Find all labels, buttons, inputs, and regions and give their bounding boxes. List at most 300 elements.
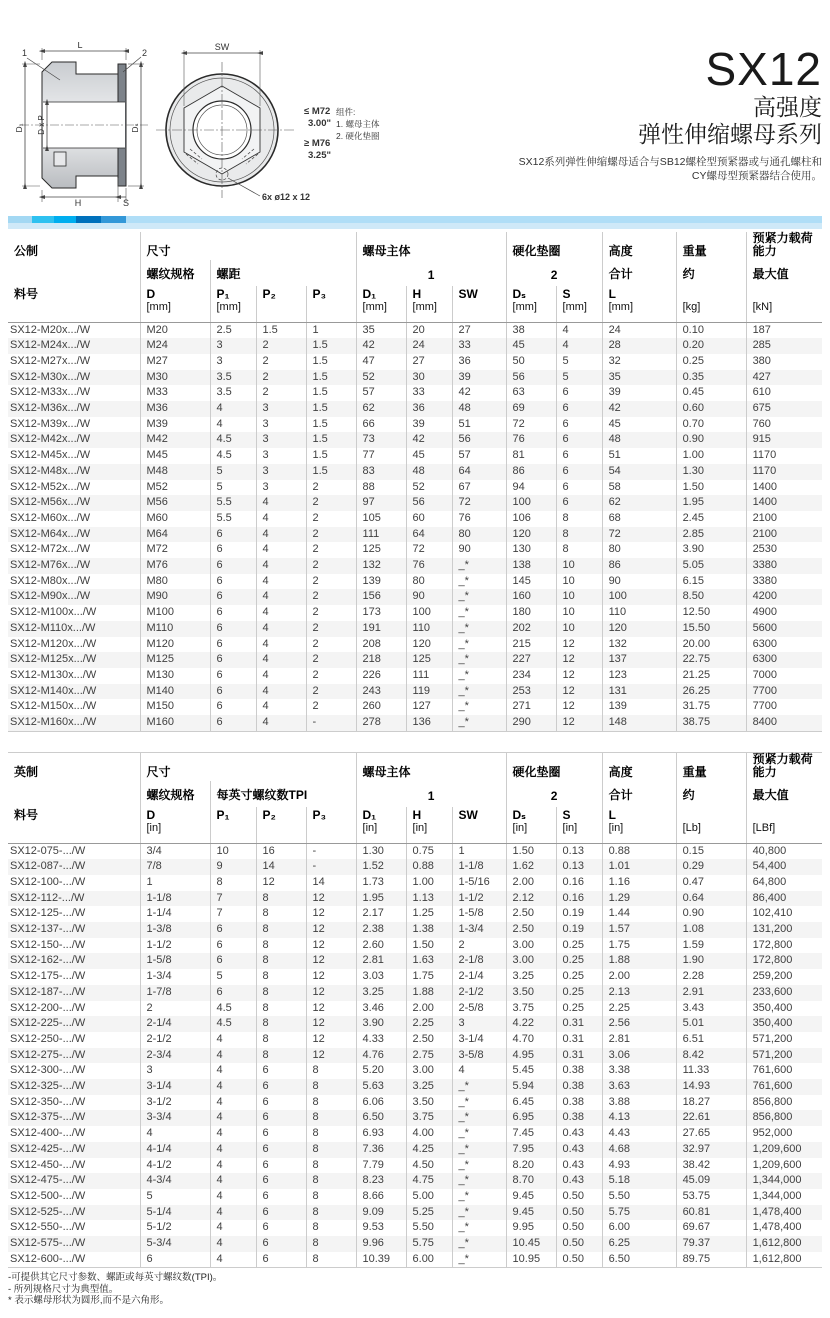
table-cell: 94: [506, 480, 556, 496]
table-cell: 4.93: [602, 1158, 676, 1174]
table-cell: 6: [210, 605, 256, 621]
table-cell: 4: [256, 699, 306, 715]
table-cell: SX12-350-.../W: [10, 1095, 86, 1108]
table-row: [8, 354, 822, 370]
table-cell: 90: [602, 574, 676, 590]
table-cell: 2.38: [356, 922, 406, 938]
table-cell: 5.63: [356, 1079, 406, 1095]
table-row: [8, 432, 822, 448]
table-cell: SX12-M48x.../W: [10, 464, 91, 477]
table-cell: 0.38: [556, 1095, 602, 1111]
metric-col-p2: P₂: [256, 286, 306, 322]
table-cell: 3380: [746, 558, 822, 574]
table-cell: 42: [406, 432, 452, 448]
range-ge-inch-label: 3.25": [308, 150, 331, 161]
table-cell: 2.75: [406, 1048, 452, 1064]
table-cell: 0.50: [556, 1236, 602, 1252]
table-cell: 1.5: [306, 338, 356, 354]
table-cell: SX12-M56x.../W: [10, 496, 91, 509]
table-cell: 6: [256, 1220, 306, 1236]
table-cell: 6: [256, 1079, 306, 1095]
table-cell: 1.5: [306, 385, 356, 401]
table-cell: 1-3/8: [140, 922, 210, 938]
table-cell: 1.29: [602, 891, 676, 907]
table-cell: 2.45: [676, 511, 746, 527]
table-cell: M100: [140, 605, 210, 621]
technical-drawings: [0, 0, 460, 210]
table-cell: 48: [406, 464, 452, 480]
table-cell: 1-1/2: [140, 938, 210, 954]
table-row: [8, 621, 822, 637]
table-cell: 39: [602, 385, 676, 401]
table-cell: 6: [556, 448, 602, 464]
metric-height-group-header: 高度: [602, 232, 676, 260]
table-cell: 4: [210, 1173, 256, 1189]
table-cell: 2: [452, 938, 506, 954]
table-cell: 12: [306, 938, 356, 954]
table-cell: 2.81: [602, 1032, 676, 1048]
table-cell: 53.75: [676, 1189, 746, 1205]
table-cell: 3.43: [676, 1001, 746, 1017]
table-cell: 4900: [746, 605, 822, 621]
table-cell: 5.20: [356, 1063, 406, 1079]
table-cell: 9: [210, 859, 256, 875]
table-cell: 12: [306, 1001, 356, 1017]
table-cell: SX12-M100x.../W: [10, 606, 97, 619]
table-cell: SX12-M72x.../W: [10, 543, 91, 556]
table-cell: 4: [210, 1048, 256, 1064]
table-cell: 4.43: [602, 1126, 676, 1142]
drawing-legend: [336, 106, 379, 142]
table-cell: 0.43: [556, 1173, 602, 1189]
table-cell: 2: [140, 1001, 210, 1017]
table-cell: 1: [140, 875, 210, 891]
table-cell: _*: [452, 1095, 506, 1111]
table-cell: 6: [256, 1173, 306, 1189]
table-cell: _*: [452, 1173, 506, 1189]
table-cell: 8: [256, 969, 306, 985]
item1-label: 1: [22, 48, 28, 58]
table-cell: 50: [506, 354, 556, 370]
table-cell: 4: [210, 1063, 256, 1079]
table-cell: M140: [140, 684, 210, 700]
table-cell: 0.31: [556, 1016, 602, 1032]
table-cell: 6: [256, 1189, 306, 1205]
metric-col-sw: SW: [452, 286, 506, 322]
table-cell: 1.01: [602, 859, 676, 875]
metric-col-s: S [mm]: [556, 286, 602, 322]
table-cell: 4: [256, 574, 306, 590]
table-cell: 4: [210, 1142, 256, 1158]
table-cell: 1.5: [306, 448, 356, 464]
table-cell: 5.5: [210, 495, 256, 511]
table-cell: 8: [306, 1252, 356, 1268]
table-cell: 4: [556, 338, 602, 354]
table-cell: 7: [210, 891, 256, 907]
table-cell: M160: [140, 715, 210, 731]
table-cell: 38.42: [676, 1158, 746, 1174]
table-cell: M33: [140, 385, 210, 401]
table-cell: 226: [356, 668, 406, 684]
table-cell: 6: [256, 1063, 306, 1079]
table-row: [8, 969, 822, 985]
table-cell: 1.59: [676, 938, 746, 954]
table-cell: M72: [140, 542, 210, 558]
table-cell: 1400: [746, 480, 822, 496]
table-row: [8, 1252, 822, 1268]
table-cell: 8: [556, 542, 602, 558]
table-row: [8, 322, 822, 338]
table-cell: 3: [256, 480, 306, 496]
footnote-3: * 表示螺母形状为圆形,而不是六角形。: [8, 1295, 169, 1306]
table-cell: 4.13: [602, 1110, 676, 1126]
table-cell: 0.90: [676, 432, 746, 448]
table-cell: 69: [506, 401, 556, 417]
table-cell: 67: [452, 480, 506, 496]
table-cell: 24: [602, 322, 676, 338]
table-cell: 4: [256, 652, 306, 668]
table-cell: 137: [602, 652, 676, 668]
table-row: [8, 1236, 822, 1252]
table-cell: 6: [256, 1236, 306, 1252]
table-cell: SX12-150-.../W: [10, 938, 86, 951]
table-cell: SX12-M130x.../W: [10, 668, 97, 681]
table-cell: 62: [602, 495, 676, 511]
table-cell: 675: [746, 401, 822, 417]
subtitle-line-2: 弹性伸缩螺母系列: [638, 121, 822, 147]
table-cell: 73: [356, 432, 406, 448]
table-cell: 131: [602, 684, 676, 700]
table-cell: 6: [556, 401, 602, 417]
metric-col-ds: Dₛ [mm]: [506, 286, 556, 322]
table-row: [8, 715, 822, 731]
table-cell: 24: [406, 338, 452, 354]
table-cell: 3: [452, 1016, 506, 1032]
table-cell: 2.25: [602, 1001, 676, 1017]
table-cell: 3-1/4: [452, 1032, 506, 1048]
table-cell: 2: [306, 668, 356, 684]
table-cell: 3.90: [356, 1016, 406, 1032]
table-cell: 48: [452, 401, 506, 417]
table-cell: M120: [140, 637, 210, 653]
accent-color-bar: [8, 216, 822, 223]
imperial-col-ds: Dₛ [in]: [506, 807, 556, 843]
table-cell: 38.75: [676, 715, 746, 731]
table-cell: 2: [256, 385, 306, 401]
table-cell: SX12-175-.../W: [10, 970, 86, 983]
imperial-table-body: [8, 843, 822, 1268]
table-cell: _*: [452, 637, 506, 653]
table-cell: 89.75: [676, 1252, 746, 1268]
table-cell: 80: [452, 527, 506, 543]
table-cell: _*: [452, 589, 506, 605]
table-cell: 4.25: [406, 1142, 452, 1158]
table-cell: SX12-575-.../W: [10, 1237, 86, 1250]
table-cell: 14.93: [676, 1079, 746, 1095]
subtitle-line-1: 高强度: [753, 94, 822, 120]
table-cell: M48: [140, 464, 210, 480]
table-cell: 14: [306, 875, 356, 891]
table-cell: 1.95: [356, 891, 406, 907]
metric-col-p1: P₁ [mm]: [210, 286, 256, 322]
table-cell: 8: [306, 1173, 356, 1189]
table-cell: 6.51: [676, 1032, 746, 1048]
table-cell: 172,800: [746, 938, 822, 954]
table-cell: SX12-325-.../W: [10, 1080, 86, 1093]
table-cell: 0.50: [556, 1205, 602, 1221]
table-cell: 7/8: [140, 859, 210, 875]
table-cell: SX12-M76x.../W: [10, 559, 91, 572]
table-cell: 100: [506, 495, 556, 511]
metric-table: [8, 232, 822, 732]
table-cell: 6.45: [506, 1095, 556, 1111]
table-cell: 60.81: [676, 1205, 746, 1221]
table-cell: 1.25: [406, 906, 452, 922]
table-cell: 4: [210, 417, 256, 433]
table-cell: 0.25: [556, 953, 602, 969]
table-cell: 9.53: [356, 1220, 406, 1236]
table-cell: 1.5: [306, 354, 356, 370]
table-cell: _*: [452, 1220, 506, 1236]
range-le-label: ≤ M72: [304, 106, 331, 117]
legend-title: 组件:: [336, 107, 356, 117]
table-row: [8, 637, 822, 653]
table-cell: 9.45: [506, 1205, 556, 1221]
imperial-tpi-header: 每英寸螺纹数TPI: [210, 781, 356, 807]
table-cell: 2: [256, 370, 306, 386]
table-cell: 1,478,400: [746, 1220, 822, 1236]
table-cell: 12: [256, 875, 306, 891]
table-cell: 4: [210, 1079, 256, 1095]
table-cell: 5.18: [602, 1173, 676, 1189]
table-cell: 4.95: [506, 1048, 556, 1064]
table-cell: 8.66: [356, 1189, 406, 1205]
table-cell: 5.5: [210, 511, 256, 527]
table-cell: 1-1/8: [140, 891, 210, 907]
table-cell: 227: [506, 652, 556, 668]
table-cell: SX12-M30x.../W: [10, 370, 91, 383]
metric-weight-group-header: 重量: [676, 232, 746, 260]
dim-l-label: L: [77, 42, 83, 50]
table-cell: 4: [210, 1205, 256, 1221]
table-cell: 7700: [746, 699, 822, 715]
table-cell: 6: [256, 1095, 306, 1111]
table-cell: SX12-112-.../W: [10, 891, 85, 904]
table-row: [8, 1110, 822, 1126]
metric-preload-group-header: 预紧力载荷能力: [746, 232, 822, 260]
table-cell: 208: [356, 637, 406, 653]
imperial-col-p2: P₂: [256, 807, 306, 843]
metric-size-group-header: 尺寸: [140, 232, 356, 260]
table-cell: 4: [210, 1126, 256, 1142]
table-cell: 2: [306, 652, 356, 668]
table-cell: 0.31: [556, 1048, 602, 1064]
table-cell: 28: [602, 338, 676, 354]
table-cell: 3.25: [356, 985, 406, 1001]
table-cell: SX12-M125x.../W: [10, 653, 97, 666]
table-cell: 0.88: [602, 843, 676, 859]
table-cell: SX12-M20x.../W: [10, 323, 91, 336]
table-cell: 4: [210, 1252, 256, 1268]
table-cell: 7.36: [356, 1142, 406, 1158]
table-cell: 5.01: [676, 1016, 746, 1032]
table-cell: 1.50: [406, 938, 452, 954]
table-cell: 12: [306, 922, 356, 938]
table-cell: SX12-M39x.../W: [10, 417, 91, 430]
table-cell: 1.88: [406, 985, 452, 1001]
table-cell: 0.75: [406, 843, 452, 859]
front-view-drawing: [148, 42, 363, 207]
table-cell: 4: [210, 1095, 256, 1111]
table-cell: 8: [306, 1236, 356, 1252]
table-row: [8, 953, 822, 969]
table-cell: 278: [356, 715, 406, 731]
table-cell: 4: [256, 511, 306, 527]
table-cell: 9.95: [506, 1220, 556, 1236]
table-cell: 4.50: [406, 1158, 452, 1174]
table-cell: 7.95: [506, 1142, 556, 1158]
title-block: [519, 44, 822, 183]
table-row: [8, 859, 822, 875]
metric-col-p3: P₃: [306, 286, 356, 322]
dim-h-label: H: [74, 198, 82, 207]
table-cell: 234: [506, 668, 556, 684]
table-cell: 8: [306, 1079, 356, 1095]
table-cell: 8: [556, 527, 602, 543]
table-cell: 3-5/8: [452, 1048, 506, 1064]
table-cell: 123: [602, 668, 676, 684]
table-cell: M80: [140, 574, 210, 590]
table-cell: 27.65: [676, 1126, 746, 1142]
table-cell: 3380: [746, 574, 822, 590]
table-cell: M90: [140, 589, 210, 605]
table-cell: 47: [356, 354, 406, 370]
metric-system-header: 公制: [14, 244, 39, 258]
table-cell: 3-3/4: [140, 1110, 210, 1126]
table-cell: 10.95: [506, 1252, 556, 1268]
table-cell: 0.50: [556, 1189, 602, 1205]
dim-dxp-label: D x P: [37, 115, 46, 135]
table-cell: 6300: [746, 652, 822, 668]
table-cell: M110: [140, 621, 210, 637]
table-cell: 20: [406, 322, 452, 338]
table-cell: 233,600: [746, 985, 822, 1001]
table-row: [8, 938, 822, 954]
table-cell: 8.42: [676, 1048, 746, 1064]
table-cell: 36: [406, 401, 452, 417]
table-cell: SX12-600-.../W: [10, 1252, 86, 1265]
table-cell: 39: [406, 417, 452, 433]
table-cell: 119: [406, 684, 452, 700]
table-cell: 5.75: [602, 1205, 676, 1221]
table-cell: 111: [406, 668, 452, 684]
table-cell: 125: [356, 542, 406, 558]
table-cell: SX12-550-.../W: [10, 1221, 86, 1234]
table-cell: M30: [140, 370, 210, 386]
table-row: [8, 448, 822, 464]
table-cell: 88: [356, 480, 406, 496]
table-cell: 22.75: [676, 652, 746, 668]
table-cell: 6: [210, 589, 256, 605]
table-cell: 6: [256, 1110, 306, 1126]
table-cell: 4: [256, 637, 306, 653]
table-cell: 6: [556, 480, 602, 496]
table-cell: 77: [356, 448, 406, 464]
table-cell: 6: [256, 1126, 306, 1142]
table-cell: 260: [356, 699, 406, 715]
table-cell: 3/4: [140, 843, 210, 859]
table-cell: 4.33: [356, 1032, 406, 1048]
table-cell: 1.73: [356, 875, 406, 891]
table-cell: 72: [452, 495, 506, 511]
table-cell: 4.68: [602, 1142, 676, 1158]
table-cell: 1400: [746, 495, 822, 511]
table-cell: 8: [306, 1205, 356, 1221]
table-cell: 120: [506, 527, 556, 543]
imperial-col-l: L [in]: [602, 807, 676, 843]
table-cell: 38: [506, 322, 556, 338]
table-cell: 8: [306, 1095, 356, 1111]
table-cell: 2: [256, 354, 306, 370]
metric-total-header: 合计: [602, 260, 676, 286]
imperial-table: [8, 752, 822, 1268]
table-cell: 10: [556, 621, 602, 637]
table-cell: 187: [746, 322, 822, 338]
table-cell: 4: [256, 621, 306, 637]
table-cell: 1,478,400: [746, 1205, 822, 1221]
table-cell: 3: [256, 448, 306, 464]
table-cell: SX12-M24x.../W: [10, 339, 91, 352]
table-cell: 97: [356, 495, 406, 511]
table-cell: 90: [406, 589, 452, 605]
table-cell: _*: [452, 1126, 506, 1142]
table-cell: 6300: [746, 637, 822, 653]
table-row: [8, 1189, 822, 1205]
table-cell: 21.25: [676, 668, 746, 684]
table-cell: SX12-400-.../W: [10, 1127, 86, 1140]
table-cell: 4: [556, 322, 602, 338]
table-cell: 285: [746, 338, 822, 354]
table-cell: 761,600: [746, 1063, 822, 1079]
table-cell: 0.90: [676, 906, 746, 922]
table-row: [8, 1079, 822, 1095]
table-cell: 1-1/2: [452, 891, 506, 907]
table-cell: 1.30: [676, 464, 746, 480]
table-cell: 6: [210, 922, 256, 938]
table-cell: 259,200: [746, 969, 822, 985]
table-cell: 72: [506, 417, 556, 433]
table-cell: 4-1/2: [140, 1158, 210, 1174]
imperial-col-p3: P₃: [306, 807, 356, 843]
table-cell: _*: [452, 1189, 506, 1205]
table-cell: 79.37: [676, 1236, 746, 1252]
table-cell: 8.50: [676, 589, 746, 605]
table-row: [8, 875, 822, 891]
table-cell: 8: [210, 875, 256, 891]
table-cell: 856,800: [746, 1110, 822, 1126]
imperial-height-group-header: 高度: [602, 753, 676, 782]
table-cell: M20: [140, 322, 210, 338]
imperial-approx-header: 约: [676, 781, 746, 807]
table-row: [8, 1048, 822, 1064]
table-cell: 2.5: [210, 322, 256, 338]
imperial-col-s: S [in]: [556, 807, 602, 843]
table-cell: 2: [306, 605, 356, 621]
table-cell: 0.13: [556, 859, 602, 875]
table-cell: 18.27: [676, 1095, 746, 1111]
metric-washer-number: 2: [506, 260, 602, 286]
table-cell: 1,344,000: [746, 1189, 822, 1205]
